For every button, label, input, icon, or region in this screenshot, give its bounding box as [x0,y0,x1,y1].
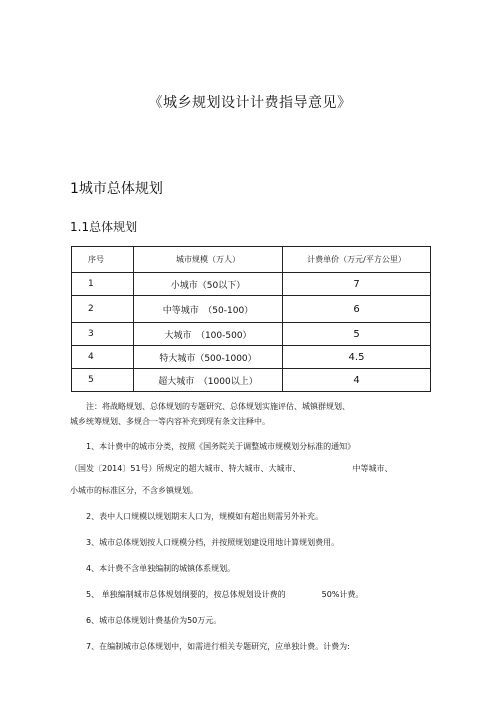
cell-no: 5 [72,369,134,392]
note-item-5-tail: 50%计费。 [321,590,364,599]
cell-price: 4 [283,369,431,392]
note-item-1-line1: 1、本计费中的城市分类，按照《国务院关于调整城市规模划分标准的通知》 [86,442,356,451]
cell-price: 5 [283,323,431,346]
note-item-1-line2-text: （国发〔2014〕51号）所规定的超大城市、特大城市、大城市、 [70,464,301,473]
cell-no: 4 [72,346,134,369]
col-header-scale: 城市规模（万人） [134,247,283,273]
note-item-1-line2 [70,463,393,474]
note-item-2: 2、表中人口规模以规划期末人口为，规模如有超出则需另外补充。 [86,512,324,521]
note-item-5 [86,589,363,600]
section-heading-1-1: 1.1总体规划 [70,220,138,234]
table-row [72,323,431,346]
table-row [72,369,431,392]
col-header-price: 计费单价（万元/平方公里） [283,247,431,273]
cell-no: 3 [72,323,134,346]
section-heading-1: 1城市总体规划 [70,181,163,197]
fee-table [71,246,431,392]
note-item-7: 7、在编制城市总体规划中，如需进行相关专题研究，应单独计费。计费为: [86,642,350,651]
note-item-1-line2-tail: 中等城市、 [352,464,393,473]
table-row [72,346,431,369]
col-header-no: 序号 [72,247,134,273]
cell-scale: 特大城市（500-1000） [134,346,283,369]
cell-price: 6 [283,296,431,323]
table-header-row [72,247,431,273]
cell-no: 1 [72,273,134,296]
note-item-6: 6、城市总体规划计费基价为50万元。 [86,616,222,625]
table-row [72,296,431,323]
cell-price: 4.5 [283,346,431,369]
note-item-1-line3: 小城市的标准区分，不含乡镇规划。 [70,486,198,495]
document-title: 《城乡规划设计计费指导意见》 [148,95,352,111]
table-note-line1: 注：将战略规划、总体规划的专题研究、总体规划实施评估、城镇群规划、 [86,402,350,411]
note-item-4: 4、本计费不含单独编制的城镇体系规划。 [86,564,236,573]
cell-no: 2 [72,296,134,323]
note-item-3: 3、城市总体规划按人口规模分档，并按照规划建设用地计算规划费用。 [86,538,340,547]
cell-scale: 小城市（50以下） [134,273,283,296]
note-item-5-text: 5、 单独编制城市总体规划纲要的，按总体规划设计费的 [86,590,286,599]
table-note-line2: 城乡统筹规划、多规合一等内容补充到现有条文注释中。 [70,417,270,426]
cell-scale: 超大城市 （1000以上） [134,369,283,392]
table-row [72,273,431,296]
cell-scale: 中等城市 （50-100） [134,296,283,323]
cell-price: 7 [283,273,431,296]
cell-scale: 大城市 （100-500） [134,323,283,346]
